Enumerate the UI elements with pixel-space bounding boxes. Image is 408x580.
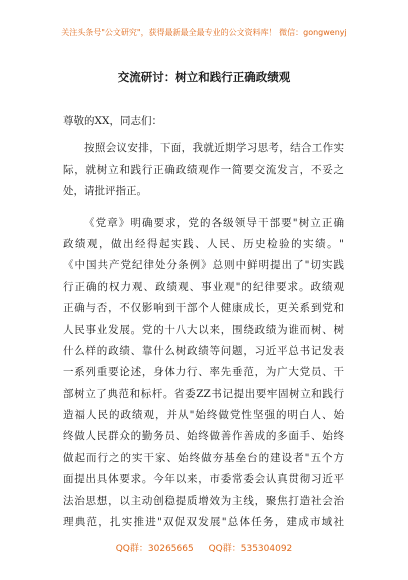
text-line: 按照会议安排，下面，我就近期学习思考，结合工作实 [84, 142, 344, 155]
text-line: 造福人民的政绩观，并从"始终做党性坚强的明白人、始 [63, 409, 344, 422]
paragraph-1 [63, 138, 344, 202]
text-line: 一系列重要论述，身体力行、率先垂范，为广大党员、干 [63, 366, 344, 379]
text-line: 行正确的权力观、政绩观、事业观"的纪律要求。政绩观 [63, 280, 344, 293]
paragraph-2 [63, 213, 344, 534]
text-line: 际，就树立和践行正确政绩观作一简要交流发言，不妥之 [63, 163, 344, 176]
text-line: 政绩观，做出经得起实践、人民、历史检验的实绩。" [63, 237, 344, 250]
text-line: 人民事业发展。党的十八大以来，围绕政绩为谁而树、树 [63, 323, 344, 336]
text-line: 法治思想，以主动创稳提质增效为主线，聚焦打造社会治 [63, 494, 344, 507]
text-line: 理典范，扎实推进"双促双发展"总体任务，建成市域社 [63, 516, 344, 529]
text-line: 《党章》明确要求，党的各级领导干部要"树立正确 [84, 216, 344, 229]
text-line: 正确与否，不仅影响到干部个人健康成长，更关系到党和 [63, 302, 344, 315]
text-line: 《中国共产党纪律处分条例》总则中鲜明提出了"切实践 [63, 259, 344, 272]
text-line: 面提出具体要求。今年以来，市委常委会认真贯彻习近平 [63, 473, 344, 486]
text-line: 终做人民群众的勤务员、始终做善作善成的多面手、始终 [63, 430, 344, 443]
salutation: 尊敬的XX，同志们： [63, 115, 162, 127]
document-body [63, 111, 344, 533]
qq-group-1: QQ群：30265665 [115, 544, 194, 554]
qq-group-2: QQ群：535304092 [208, 544, 293, 554]
text-line: 部树立了典范和标杆。省委ZZ书记提出要牢固树立和践行 [63, 387, 344, 400]
text-line: 做起而行之的实干家、始终做夯基垒台的建设者"五个方 [63, 451, 344, 464]
footer-contact [0, 541, 408, 554]
text-line: 处，请批评指正。 [63, 185, 147, 198]
text-line: 什么样的政绩、靠什么树政绩等问题，习近平总书记发表 [63, 344, 344, 357]
header-banner: 关注头条号"公文研究"，获得最新最全最专业的公文资料库！ 微信：gongwenyj [61, 28, 347, 37]
document-title: 交流研讨：树立和践行正确政绩观 [117, 70, 291, 84]
